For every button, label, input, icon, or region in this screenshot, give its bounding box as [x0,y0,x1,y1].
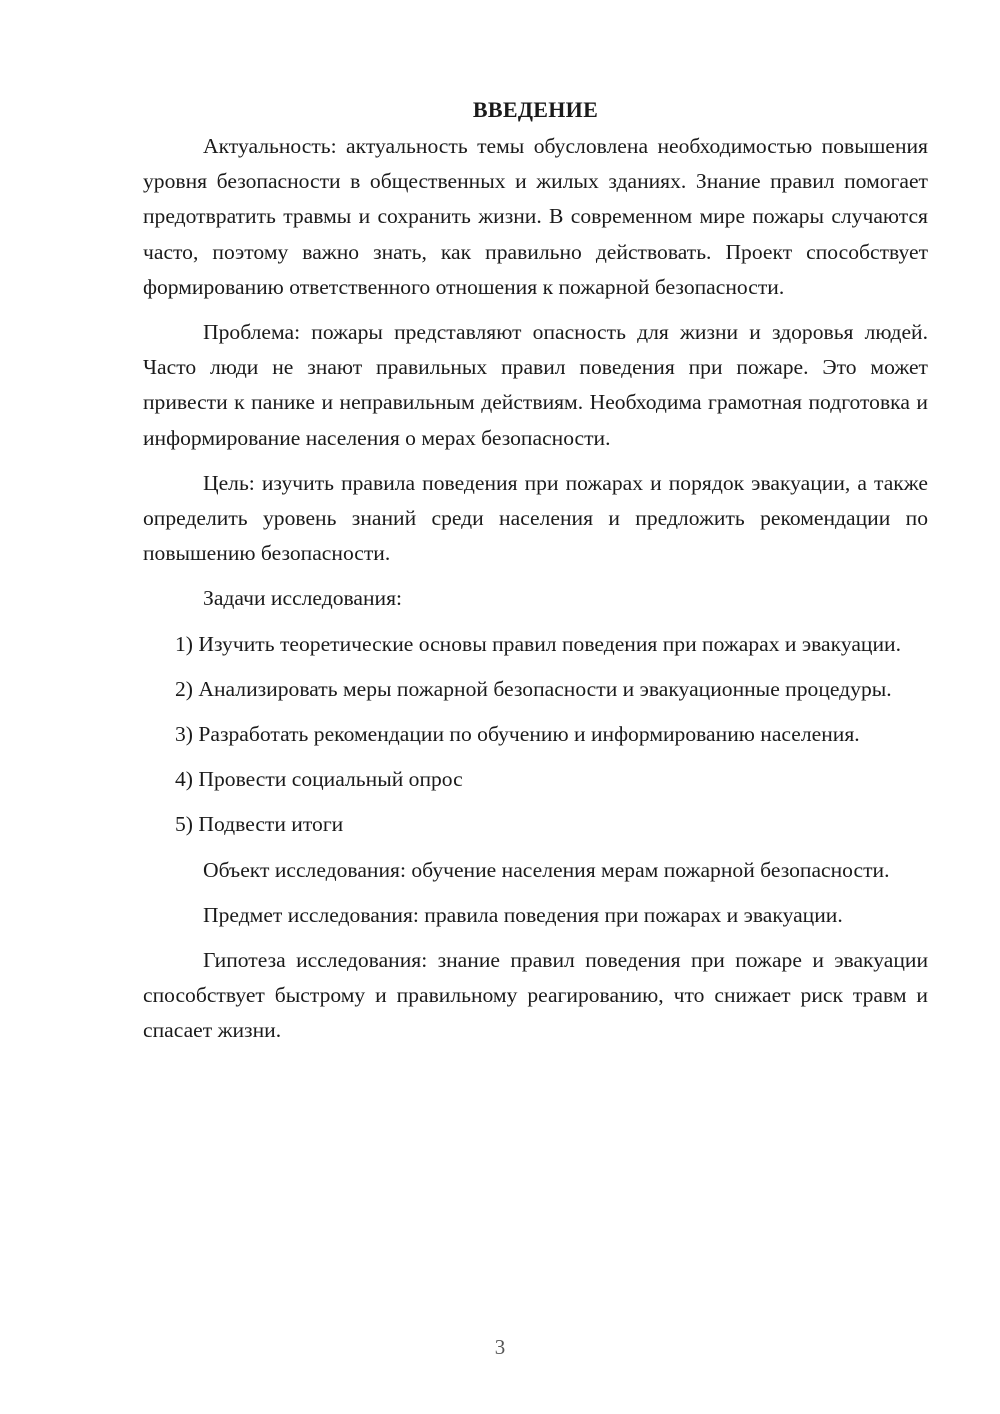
task-item-2: 2) Анализировать меры пожарной безопасности и эвакуационные процедуры. [175,676,892,701]
task-item-5: 5) Подвести итоги [175,812,344,837]
paragraph-hypothesis: Гипотеза исследования: знание правил поведения при пожаре и эвакуации способствует быстрому и правильному реагированию, что снижает риск травм и спасает жизни. [143,948,928,1043]
paragraph-goal: Цель: изучить правила поведения при пожарах и порядок эвакуации, а также определить уровень знаний среди населения и предложить рекомендации по повышению безопасности. [143,470,928,566]
paragraph-object: Объект исследования: обучение населения мерам пожарной безопасности. [203,857,890,882]
page-number: 3 [494,1335,506,1359]
paragraph-subject: Предмет исследования: правила поведения при пожарах и эвакуации. [203,902,843,927]
task-item-3: 3) Разработать рекомендации по обучению и информированию населения. [175,722,860,747]
tasks-heading: Задачи исследования: [203,586,403,611]
document-page [143,92,928,1059]
paragraph-relevance: Актуальность: актуальность темы обусловлена необходимостью повышения уровня безопасности в общественных и жилых зданиях. Знание правил помогает предотвратить травмы и сохранить жизни. В современном мире пожары случаются часто, поэтому важно знать, как правильно действовать. Проект способствует формированию ответственного отношения к пожарной безопасности. [143,134,928,299]
paragraph-problem: Проблема: пожары представляют опасность для жизни и здоровья людей. Часто люди не знают правильных правил поведения при пожаре. Это может привести к панике и неправильным действиям. Необходима грамотная подготовка и информирование населения о мерах безопасности. [143,320,928,450]
task-item-4: 4) Провести социальный опрос [175,767,463,792]
task-item-1: 1) Изучить теоретические основы правил поведения при пожарах и эвакуации. [175,631,901,656]
section-title: ВВЕДЕНИЕ [472,97,599,122]
